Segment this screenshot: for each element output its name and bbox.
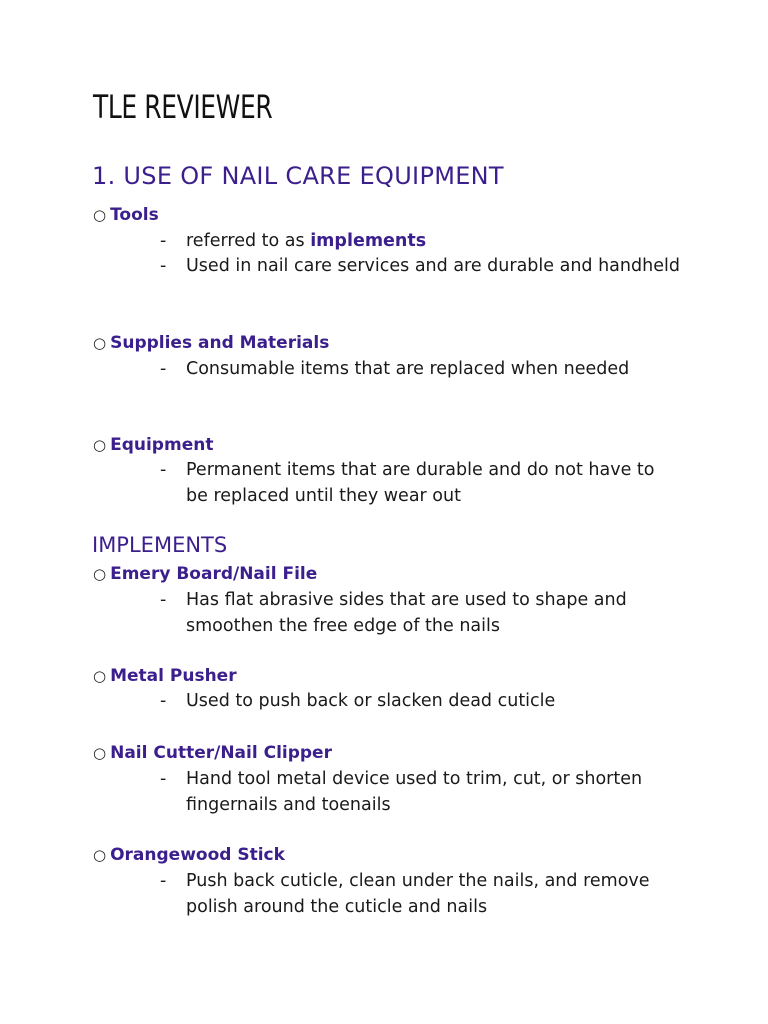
- circle-bullet-icon: ○: [93, 436, 107, 454]
- point-text: Used in nail care services and are durable and handheld: [186, 256, 680, 276]
- circle-bullet-icon: ○: [93, 565, 107, 583]
- list-item: [160, 356, 680, 382]
- dash-bullet-icon: -: [160, 769, 167, 789]
- list-item: [160, 766, 680, 818]
- document-title: TLE REVIEWER: [93, 88, 273, 126]
- implement-term: Metal Pusher: [110, 666, 237, 686]
- dash-bullet-icon: -: [160, 256, 167, 276]
- dash-bullet-icon: -: [160, 460, 167, 480]
- circle-bullet-icon: ○: [93, 206, 107, 224]
- dash-bullet-icon: -: [160, 871, 167, 891]
- dash-bullet-icon: -: [160, 691, 167, 711]
- list-item: [160, 228, 680, 254]
- list-item: [160, 457, 680, 509]
- category-term: Tools: [110, 205, 159, 225]
- category-term: Equipment: [110, 435, 214, 455]
- implement-term: Emery Board/Nail File: [110, 564, 318, 584]
- point-text: Hand tool metal device used to trim, cut, or shorten fingernails and toenails: [186, 769, 643, 815]
- circle-bullet-icon: ○: [93, 667, 107, 685]
- circle-bullet-icon: ○: [93, 744, 107, 762]
- point-text: Push back cuticle, clean under the nails, and remove polish around the cuticle and nails: [186, 871, 650, 917]
- section-heading: 1. USE OF NAIL CARE EQUIPMENT: [92, 162, 504, 190]
- implement-term: Nail Cutter/Nail Clipper: [110, 743, 332, 763]
- circle-bullet-icon: ○: [93, 846, 107, 864]
- implement-item-orangewood-stick: [93, 844, 285, 866]
- dash-bullet-icon: -: [160, 359, 167, 379]
- implement-item-metal-pusher: [93, 665, 237, 687]
- point-text: [186, 228, 680, 254]
- point-text: Used to push back or slacken dead cuticle: [186, 691, 556, 711]
- implement-term: Orangewood Stick: [110, 845, 285, 865]
- category-term: Supplies and Materials: [110, 333, 330, 353]
- list-item: [160, 688, 680, 714]
- list-item: [160, 253, 680, 279]
- point-prefix: referred to as: [186, 231, 311, 251]
- implement-item-emery-board: [93, 563, 317, 585]
- circle-bullet-icon: ○: [93, 334, 107, 352]
- point-text: Has flat abrasive sides that are used to shape and smoothen the free edge of the nails: [186, 590, 627, 636]
- implement-item-nail-cutter: [93, 742, 332, 764]
- list-item: [160, 587, 680, 639]
- dash-bullet-icon: -: [160, 231, 167, 251]
- category-item-equipment: [93, 434, 213, 456]
- point-text: Permanent items that are durable and do not have to be replaced until they wear out: [186, 460, 655, 506]
- point-text: Consumable items that are replaced when needed: [186, 359, 630, 379]
- point-emphasis: implements: [310, 231, 427, 251]
- dash-bullet-icon: -: [160, 590, 167, 610]
- category-item-tools: [93, 204, 159, 226]
- list-item: [160, 868, 680, 920]
- category-item-supplies: [93, 332, 329, 354]
- implements-heading: IMPLEMENTS: [92, 533, 228, 557]
